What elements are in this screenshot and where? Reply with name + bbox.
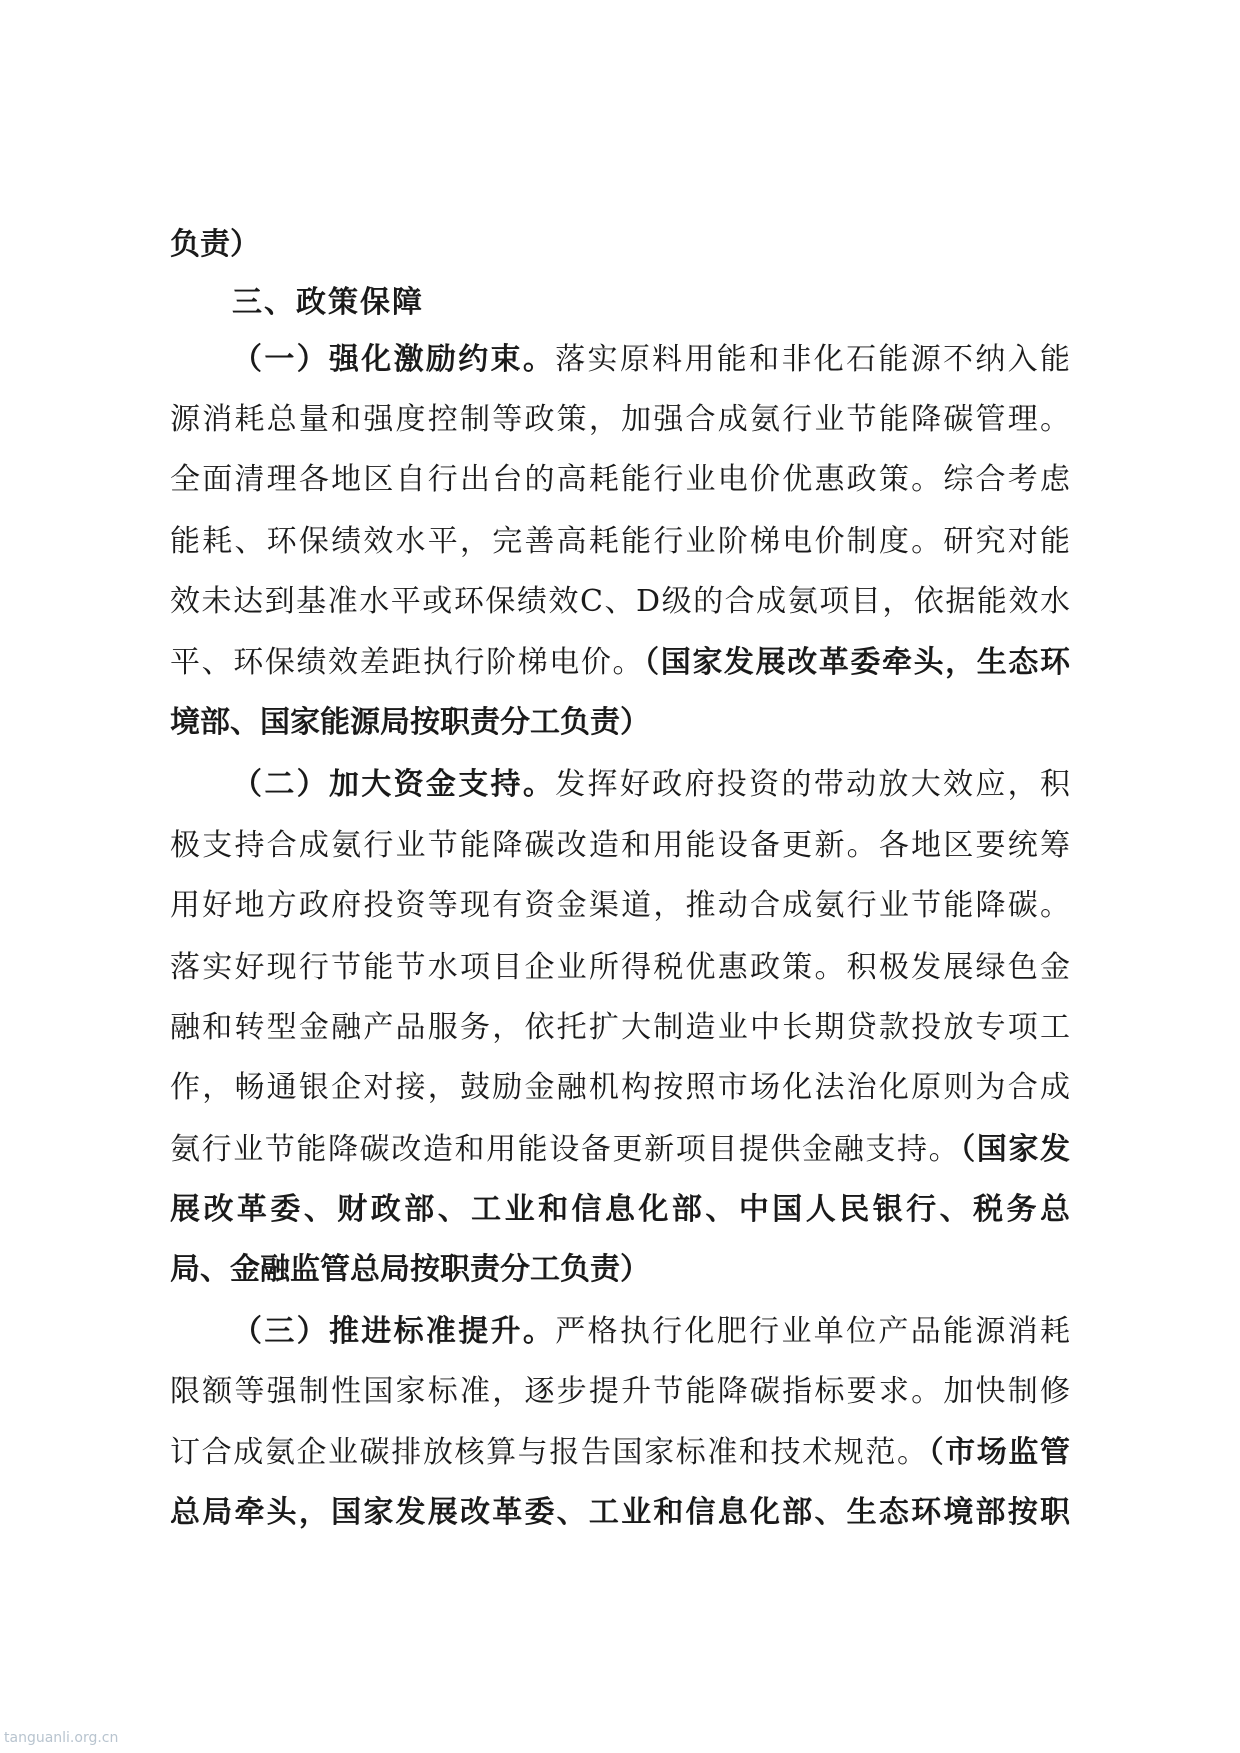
paragraph-2-line-2: 极支持合成氨行业节能降碳改造和用能设备更新。各地区要统筹 — [170, 828, 1070, 863]
paragraph-2-line-4: 落实好现行节能节水项目企业所得税优惠政策。积极发展绿色金 — [170, 950, 1070, 985]
responsibility-note: （国家发展改革委牵头，生态环 — [644, 645, 1070, 680]
paragraph-1-title: （一）强化激励约束。 — [232, 342, 556, 377]
paragraph-3-line-3: 订合成氨企业碳排放核算与报告国家标准和技术规范。（市场监管 — [170, 1435, 1070, 1470]
paragraph-2-line-1: （二）加大资金支持。发挥好政府投资的带动放大效应，积 — [232, 767, 1070, 802]
watermark: tanguanli.org.cn — [4, 1730, 119, 1746]
paragraph-3-line-1: （三）推进标准提升。严格执行化肥行业单位产品能源消耗 — [232, 1314, 1070, 1349]
paragraph-2-line-3: 用好地方政府投资等现有资金渠道，推动合成氨行业节能降碳。 — [170, 888, 1070, 923]
paragraph-2-line-6: 作，畅通银企对接，鼓励金融机构按照市场化法治化原则为合成 — [170, 1070, 1070, 1105]
paragraph-2-line-8 — [170, 1190, 1070, 1230]
paragraph-1-line-4: 能耗、环保绩效水平，完善高耗能行业阶梯电价制度。研究对能 — [170, 524, 1070, 559]
text-line: 负责） — [170, 227, 260, 262]
responsibility-note: （市场监管 — [928, 1435, 1070, 1470]
paragraph-1-line-3: 全面清理各地区自行出台的高耗能行业电价优惠政策。综合考虑 — [170, 462, 1070, 497]
paragraph-1-line-7 — [170, 703, 1070, 743]
paragraph-2-line-9 — [170, 1250, 1070, 1290]
paragraph-2-line-7: 氨行业节能降碳改造和用能设备更新项目提供金融支持。（国家发 — [170, 1132, 1070, 1167]
section-heading: 三、政策保障 — [232, 285, 424, 320]
paragraph-3-line-2: 限额等强制性国家标准，逐步提升节能降碳指标要求。加快制修 — [170, 1374, 1070, 1409]
paragraph-2-line-5: 融和转型金融产品服务，依托扩大制造业中长期贷款投放专项工 — [170, 1010, 1070, 1045]
paragraph-3-line-4 — [170, 1493, 1070, 1533]
responsibility-note: （国家发 — [960, 1132, 1070, 1167]
responsibility-note: 境部、国家能源局按职责分工负责） — [170, 705, 650, 740]
paragraph-1-line-5: 效未达到基准水平或环保绩效C、D级的合成氨项目，依据能效水 — [170, 584, 1070, 619]
paragraph-2-title: （二）加大资金支持。 — [232, 767, 556, 802]
responsibility-note: 局、金融监管总局按职责分工负责） — [170, 1252, 650, 1287]
paragraph-1-line-1: （一）强化激励约束。落实原料用能和非化石能源不纳入能 — [232, 342, 1070, 377]
responsibility-note: 展改革委、财政部、工业和信息化部、中国人民银行、税务总 — [170, 1192, 1070, 1227]
responsibility-note: 总局牵头，国家发展改革委、工业和信息化部、生态环境部按职 — [170, 1495, 1070, 1530]
paragraph-3-title: （三）推进标准提升。 — [232, 1314, 556, 1349]
paragraph-1-line-6: 平、环保绩效差距执行阶梯电价。（国家发展改革委牵头，生态环 — [170, 645, 1070, 680]
paragraph-1-line-2: 源消耗总量和强度控制等政策，加强合成氨行业节能降碳管理。 — [170, 402, 1070, 437]
